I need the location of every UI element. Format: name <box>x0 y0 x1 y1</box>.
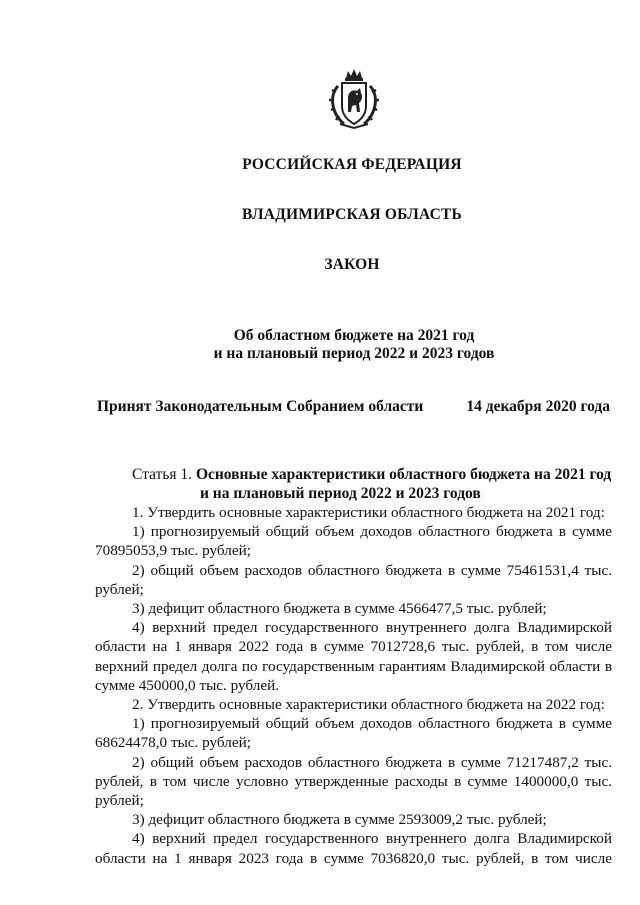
paragraph: 1) прогнозируемый общий объем доходов областного бюджета в сумме 68624478,0 тыс. рублей; <box>95 715 612 752</box>
article-body <box>95 503 612 868</box>
paragraph: 4) верхний предел государственного внутреннего долга Владимирской области на 1 января 2023 года в сумме 7036820,0 тыс. рублей, в том числе <box>95 830 612 867</box>
coat-of-arms-icon <box>326 68 382 130</box>
paragraph: 2) общий объем расходов областного бюджета в сумме 75461531,4 тыс. рублей; <box>95 561 612 598</box>
law-title <box>34 327 640 363</box>
paragraph: 3) дефицит областного бюджета в сумме 4566477,5 тыс. рублей; <box>132 600 547 618</box>
article-number: Статья 1. <box>132 466 193 483</box>
law-title-line-1: Об областном бюджете на 2021 год <box>233 327 475 344</box>
adoption-line <box>97 398 610 416</box>
adoption-label: Принят Законодательным Собранием области <box>97 398 424 415</box>
law-title-line-2: и на плановый период 2022 и 2023 годов <box>213 345 495 362</box>
article-title-line-2: и на плановый период 2022 и 2023 годов <box>200 484 481 502</box>
adoption-date: 14 декабря 2020 года <box>466 398 610 415</box>
region-heading: ВЛАДИМИРСКАЯ ОБЛАСТЬ <box>242 206 462 223</box>
paragraph: 1) прогнозируемый общий объем доходов областного бюджета в сумме 70895053,9 тыс. рублей; <box>95 523 612 560</box>
paragraph: 2) общий объем расходов областного бюджета в сумме 71217487,2 тыс. рублей, в том числе условно утвержденные расходы в сумме 1400000,0 тыс. рублей; <box>95 753 612 810</box>
article-heading <box>132 466 612 503</box>
document-type-heading: ЗАКОН <box>324 256 380 273</box>
paragraph: 1. Утвердить основные характеристики областного бюджета на 2021 год: <box>132 504 605 521</box>
paragraph: 2. Утвердить основные характеристики областного бюджета на 2022 год: <box>132 696 605 714</box>
paragraph: 3) дефицит областного бюджета в сумме 2593009,2 тыс. рублей; <box>132 811 547 829</box>
paragraph: 4) верхний предел государственного внутреннего долга Владимирской области на 1 января 2022 года в сумме 7012728,6 тыс. рублей, в том числе верхний предел долга по государственным гарантиям Владимирской области в сумме 450000,0 тыс. рублей. <box>95 619 612 694</box>
article-title-line-1: Основные характеристики областного бюджета на 2021 год <box>195 466 612 483</box>
country-heading: РОССИЙСКАЯ ФЕДЕРАЦИЯ <box>242 156 462 173</box>
